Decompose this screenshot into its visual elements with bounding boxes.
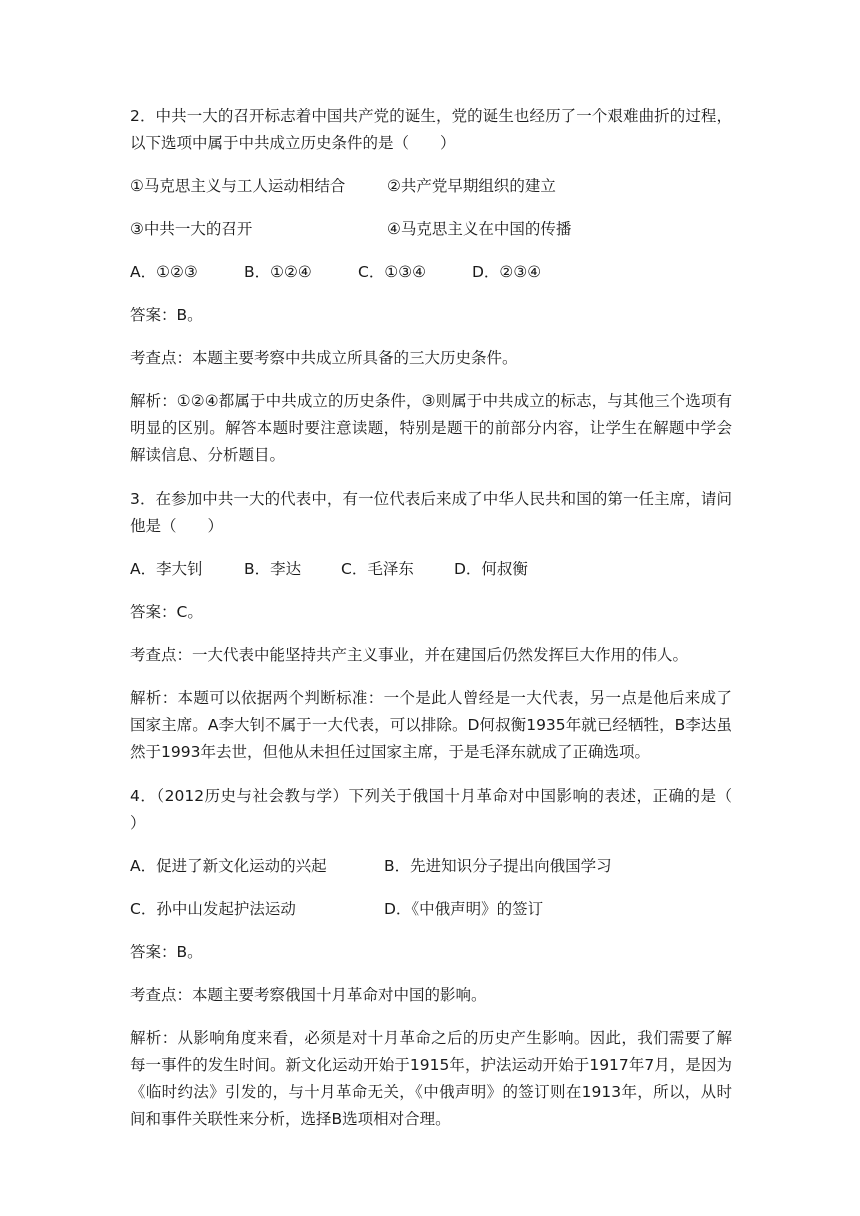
question-3-point: 考查点：一大代表中能坚持共产主义事业，并在建国后仍然发挥巨大作用的伟人。 [130,646,689,664]
question-2-option-a: A．①②③ [130,263,198,281]
question-3-answer: 答案：C。 [130,603,203,621]
question-3-analysis: 解析：本题可以依据两个判断标准：一个是此人曾经是一大代表，另一点是他后来成了国家主席。A李大钊不属于一大代表，可以排除。D何叔衡1935年就已经牺牲，B李达虽然于1993年去世，但他从未担任过国家主席，于是毛泽东就成了正确选项。 [130,689,732,761]
question-2-option-c: C．①③④ [358,263,427,281]
question-2-items-row-1 [130,173,732,200]
question-4-option-a: A．促进了新文化运动的兴起 [130,857,327,875]
question-4-option-c: C．孙中山发起护法运动 [130,900,296,918]
question-2-option-b: B．①②④ [244,263,312,281]
question-4-options-row-2 [130,896,732,923]
question-3-stem: 3．在参加中共一大的代表中，有一位代表后来成了中华人民共和国的第一任主席，请问他是（ ） [130,490,732,535]
question-2-items-row-2 [130,216,732,243]
question-4-analysis: 解析：从影响角度来看，必须是对十月革命之后的历史产生影响。因此，我们需要了解每一事件的发生时间。新文化运动开始于1915年，护法运动开始于1917年7月，是因为《临时约法》引发的，与十月革命无关，《中俄声明》的签订则在1913年，所以，从时间和事件关联性来分析，选择B选项相对合理。 [130,1029,732,1128]
question-2-answer: 答案：B。 [130,306,203,324]
question-4-options-row-1 [130,853,732,880]
question-3-option-d: D．何叔衡 [454,560,528,578]
question-4-option-d: D．《中俄声明》的签订 [384,900,544,918]
question-2-analysis: 解析：①②④都属于中共成立的历史条件，③则属于中共成立的标志，与其他三个选项有明显的区别。解答本题时要注意读题，特别是题干的前部分内容，让学生在解题中学会解读信息、分析题目。 [130,392,732,464]
question-2-options [130,259,732,286]
question-4-stem: 4．（2012历史与社会教与学）下列关于俄国十月革命对中国影响的表述，正确的是（ ） [130,787,764,832]
question-3-option-c: C．毛泽东 [341,560,414,578]
question-2-stem: 2．中共一大的召开标志着中国共产党的诞生，党的诞生也经历了一个艰难曲折的过程，以下选项中属于中共成立历史条件的是（ ） [130,107,732,152]
question-2-item-2: ②共产党早期组织的建立 [387,177,556,195]
question-2-point: 考查点：本题主要考察中共成立所具备的三大历史条件。 [130,349,518,367]
document-page [130,103,764,1133]
question-4-option-b: B．先进知识分子提出向俄国学习 [384,857,612,875]
question-3-option-b: B．李达 [244,560,302,578]
question-4-point: 考查点：本题主要考察俄国十月革命对中国的影响。 [130,986,487,1004]
question-2-item-1: ①马克思主义与工人运动相结合 [130,177,346,195]
question-2-option-d: D．②③④ [472,263,542,281]
question-3-option-a: A．李大钊 [130,560,203,578]
question-2-item-4: ④马克思主义在中国的传播 [387,220,572,238]
question-2-item-3: ③中共一大的召开 [130,220,253,238]
question-4-answer: 答案：B。 [130,943,203,961]
question-3-options [130,556,732,583]
